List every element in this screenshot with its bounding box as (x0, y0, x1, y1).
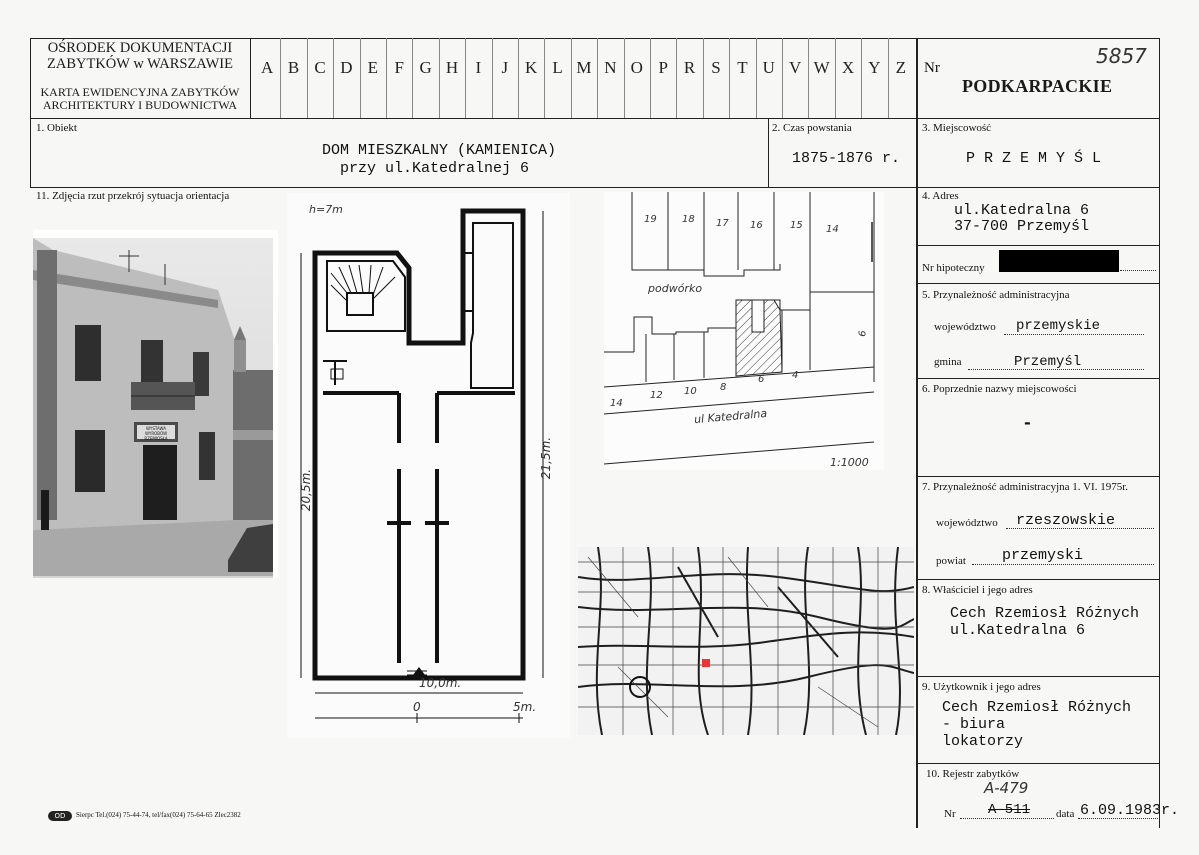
nr-value: 5857 (1096, 44, 1147, 68)
letter-j: J (501, 58, 509, 77)
letter-d: D (340, 58, 353, 77)
f6-value: - (1022, 414, 1033, 434)
field-8-label: 8. Właściciel i jego adres (922, 584, 1033, 596)
letter-k: K (525, 58, 538, 77)
letter-separator (280, 38, 281, 118)
letter-separator (782, 38, 783, 118)
frame-top (30, 38, 1160, 39)
letter-separator (333, 38, 334, 118)
f7-powiat-label: powiat (936, 555, 966, 567)
institution-line1: OŚRODEK DOKUMENTACJI (47, 40, 233, 56)
site-scale: 1:1000 (830, 456, 869, 469)
letter-separator (861, 38, 862, 118)
frame-right (1159, 38, 1160, 828)
row1-bottom (30, 187, 1160, 188)
letter-separator (465, 38, 466, 118)
floor-plan-drawing (287, 193, 570, 738)
site-lot-17: 17 (716, 218, 729, 229)
user-line2: - biura (942, 716, 1006, 733)
field-3-label: 3. Miejscowość (922, 122, 992, 134)
address-line2: 37-700 Przemyśl (954, 218, 1090, 235)
col2-left (768, 118, 769, 188)
letter-f: F (394, 58, 404, 77)
register-date-value: 6.09.1983r. (1080, 802, 1180, 819)
plan-dim-right: 21,5m. (539, 436, 554, 480)
nr-label: Nr (924, 60, 940, 76)
letter-s: S (711, 58, 721, 77)
construction-date: 1875-1876 r. (792, 150, 901, 167)
f5-gmina-label: gmina (934, 356, 962, 368)
f5-woj-value: przemyskie (1016, 318, 1101, 334)
letter-separator (439, 38, 440, 118)
hipoteczny-dots (1120, 270, 1156, 271)
letter-separator (729, 38, 730, 118)
letter-separator (386, 38, 387, 118)
letter-separator (412, 38, 413, 118)
site-lot-6: 6 (758, 374, 765, 385)
site-lot-10: 10 (684, 386, 697, 397)
letter-separator (835, 38, 836, 118)
letter-w: W (813, 58, 830, 77)
letter-separator (703, 38, 704, 118)
field-9-label: 9. Użytkownik i jego adres (922, 681, 1041, 693)
header-divider (250, 38, 251, 118)
frame-left (30, 38, 31, 188)
plan-scale-five: 5m. (513, 700, 537, 714)
sep-8 (918, 579, 1160, 580)
sep-5 (918, 283, 1160, 284)
sep-9 (918, 676, 1160, 677)
locality-value: P R Z E M Y Ś L (966, 150, 1102, 167)
field-11-label: 11. Zdjęcia rzut przekrój sytuacja orientacja (36, 190, 230, 202)
card-type (34, 86, 246, 112)
letter-v: V (789, 58, 802, 77)
letter-i: I (475, 58, 482, 77)
orientation-map-drawing (578, 547, 914, 735)
card-line1: KARTA EWIDENCYJNA ZABYTKÓW (40, 85, 240, 99)
sep-6 (918, 378, 1160, 379)
site-lot-16: 16 (750, 220, 763, 231)
letter-z: Z (895, 58, 906, 77)
letter-separator (676, 38, 677, 118)
site-lot-12: 12 (650, 390, 663, 401)
field-10-label: 10. Rejestr zabytków (926, 768, 1020, 780)
site-lot-18: 18 (682, 214, 695, 225)
hipoteczny-label: Nr hipoteczny (922, 262, 985, 274)
letter-h: H (445, 58, 459, 77)
plan-scale-zero: 0 (413, 700, 421, 714)
letter-separator (808, 38, 809, 118)
letter-separator (571, 38, 572, 118)
owner-line1: Cech Rzemiosł Różnych (950, 605, 1140, 622)
letter-c: C (314, 58, 326, 77)
f7-woj-value: rzeszowskie (1016, 512, 1116, 529)
shop-sign (137, 426, 175, 441)
letter-n: N (604, 58, 617, 77)
field-5-label: 5. Przynależność administracyjna (922, 289, 1070, 301)
field-2-label: 2. Czas powstania (772, 122, 852, 134)
site-side-number: 9 (855, 330, 867, 337)
letter-separator (597, 38, 598, 118)
nr-box-left (916, 38, 918, 828)
shop-sign-line2: RZEMIOSŁA (144, 436, 168, 441)
plan-height-note: h=7m (309, 203, 343, 216)
field-7-label: 7. Przynależność administracyjna 1. VI. 1975r. (922, 481, 1128, 493)
site-lot-14-bottom: 14 (610, 398, 623, 409)
site-lot-19: 19 (644, 214, 657, 225)
shop-sign-line1: WYSTAWA WYROBÓW (144, 426, 168, 436)
letter-separator (544, 38, 545, 118)
object-name-line1: DOM MIESZKALNY (KAMIENICA) (322, 142, 557, 159)
site-courtyard: podwórko (648, 282, 703, 295)
letter-t: T (737, 58, 748, 77)
plan-dim-left: 20,5m. (299, 468, 314, 512)
printer-logo: OD (48, 811, 72, 821)
field-1-label: 1. Obiekt (36, 122, 77, 134)
f5-woj-dots (1004, 334, 1144, 335)
letter-o: O (630, 58, 643, 77)
site-lot-14-top: 14 (826, 224, 839, 235)
sep-10 (918, 763, 1160, 764)
site-plan-drawing (604, 192, 884, 470)
site-lot-15: 15 (790, 220, 803, 231)
f5-gmina-value: Przemyśl (1014, 354, 1082, 370)
user-line1: Cech Rzemiosł Różnych (942, 699, 1132, 716)
field-6-label: 6. Poprzednie nazwy miejscowości (922, 383, 1077, 395)
letter-b: B (287, 58, 300, 77)
letter-e: E (367, 58, 378, 77)
f7-woj-label: województwo (936, 517, 998, 529)
owner-line2: ul.Katedralna 6 (950, 622, 1086, 639)
institution-line2: ZABYTKÓW w WARSZAWIE (47, 56, 233, 72)
letter-x: X (841, 58, 855, 77)
site-plan (604, 192, 884, 470)
header-bottom (30, 118, 1160, 119)
object-name-line2: przy ul.Katedralnej 6 (340, 160, 530, 177)
site-lot-4: 4 (792, 370, 799, 381)
region-name: PODKARPACKIE (962, 76, 1113, 96)
letter-p: P (658, 58, 668, 77)
register-nr-value: A-511 (988, 802, 1031, 818)
register-nr-dots (960, 818, 1054, 819)
building-photo (33, 230, 278, 578)
address-line1: ul.Katedralna 6 (954, 202, 1090, 219)
field-4-label: 4. Adres (922, 190, 959, 202)
letter-separator (756, 38, 757, 118)
letter-separator (624, 38, 625, 118)
building-photo-image (33, 230, 278, 578)
letter-y: Y (868, 58, 881, 77)
f5-woj-label: województwo (934, 321, 996, 333)
site-lot-8: 8 (720, 382, 727, 393)
site-street-name: ul Katedralna (693, 406, 768, 427)
register-nr-label: Nr (944, 808, 956, 820)
register-date-label: data (1056, 808, 1075, 820)
institution-name (34, 40, 246, 72)
user-line3: lokatorzy (942, 733, 1024, 750)
letter-separator (888, 38, 889, 118)
letter-a: A (261, 58, 274, 77)
letter-u: U (762, 58, 775, 77)
letter-separator (307, 38, 308, 118)
letter-r: R (683, 58, 696, 77)
letter-separator (650, 38, 651, 118)
letter-separator (360, 38, 361, 118)
plan-dim-bottom: 10,0m. (419, 676, 462, 690)
sep-hipoteczny (918, 245, 1160, 246)
f7-powiat-dots (972, 564, 1154, 565)
letter-separator (518, 38, 519, 118)
redacted-box (999, 250, 1119, 272)
printer-info: Sierpc Tel.(024) 75-44-74, tel/fax(024) 75-64-65 Zlec2382 (76, 811, 241, 819)
letter-separator (492, 38, 493, 118)
orientation-map (578, 547, 914, 735)
f7-powiat-value: przemyski (1002, 547, 1084, 564)
floor-plan (287, 193, 570, 738)
register-old-number: A-479 (984, 779, 1029, 797)
letter-g: G (419, 58, 432, 77)
letter-l: L (552, 58, 563, 77)
sep-7 (918, 476, 1160, 477)
letter-m: M (576, 58, 592, 77)
card-line2: ARCHITEKTURY I BUDOWNICTWA (42, 98, 238, 112)
